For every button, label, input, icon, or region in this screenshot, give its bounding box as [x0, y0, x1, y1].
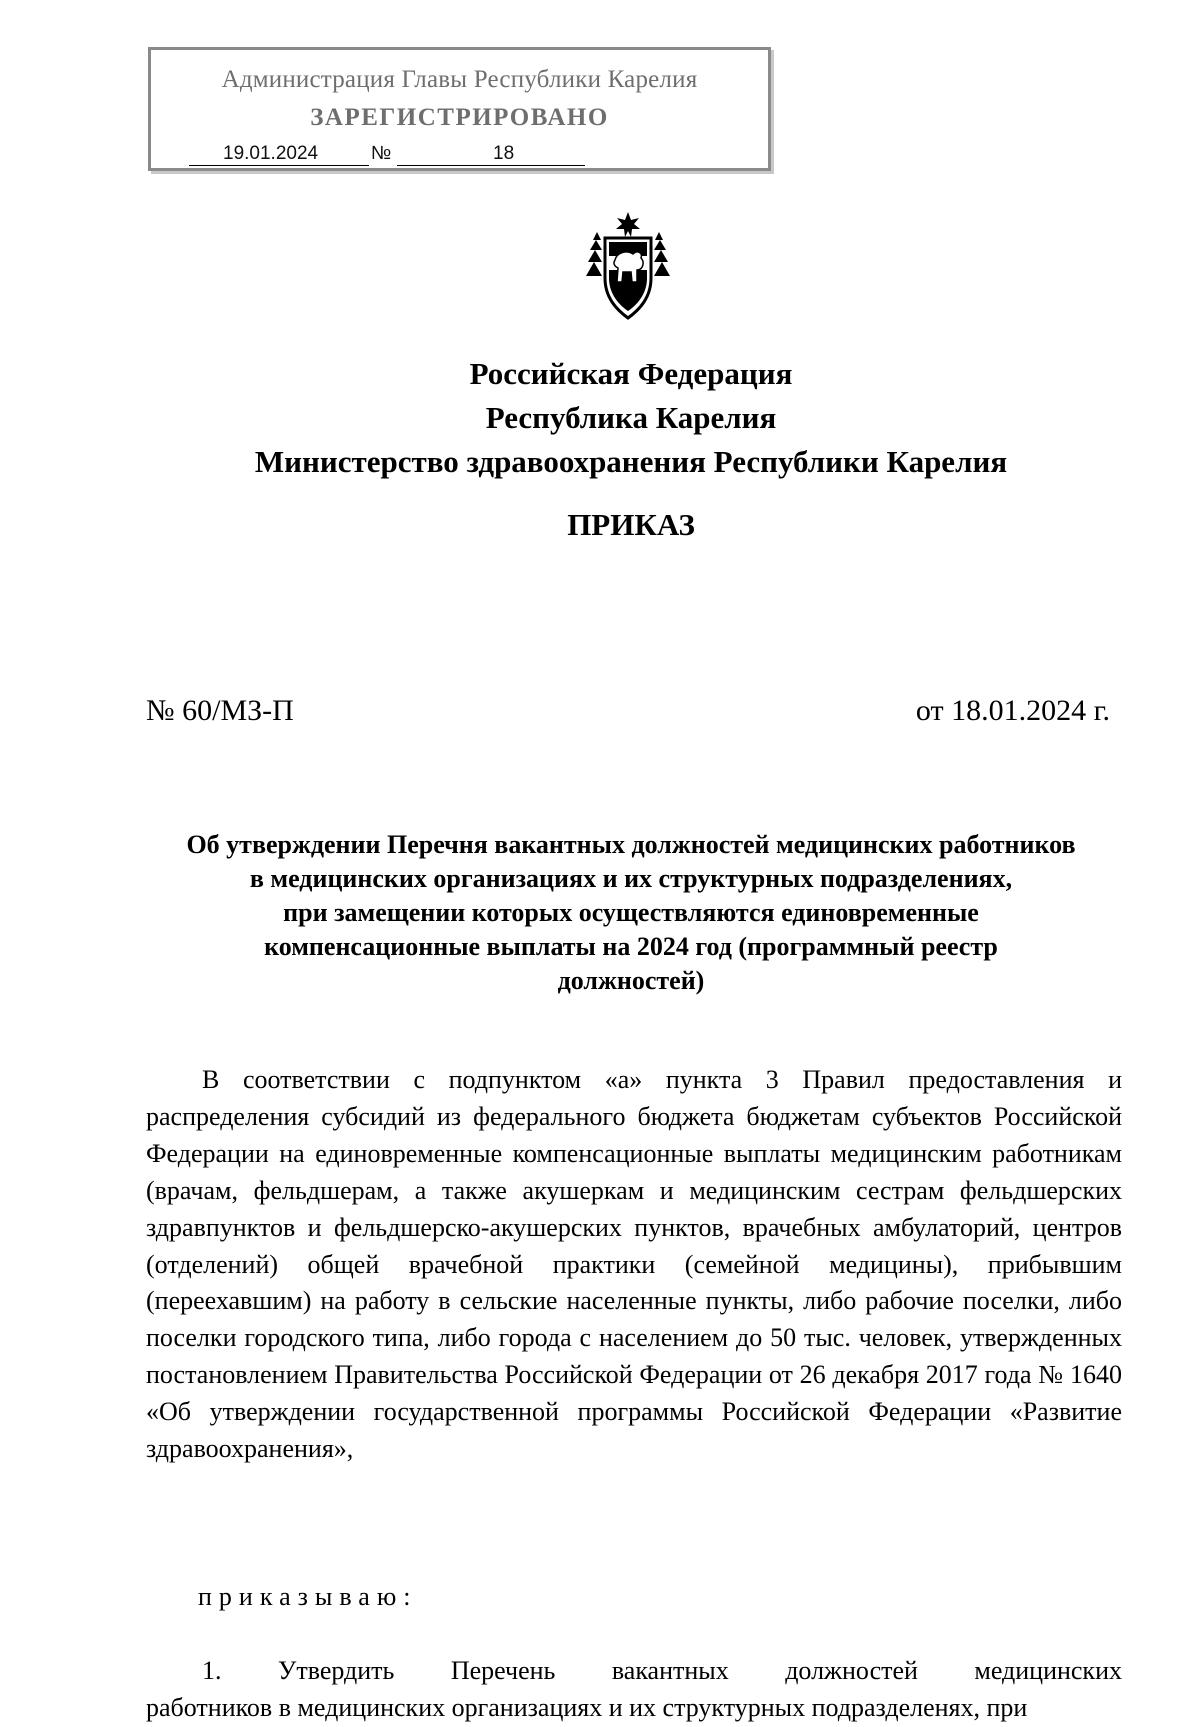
header-ministry: Министерство здравоохранения Республики Карелия — [254, 444, 1008, 479]
stamp-authority: Администрация Главы Республики Карелия — [221, 66, 698, 93]
header-country: Российская Федерация — [469, 356, 793, 391]
document-date: от 18.01.2024 г. — [915, 694, 1110, 727]
item-word: должностей — [785, 1656, 918, 1685]
registration-stamp — [148, 47, 771, 171]
document-type-title: ПРИКАЗ — [567, 507, 695, 542]
item-word: Перечень — [450, 1656, 556, 1685]
item-word: вакантных — [611, 1656, 729, 1685]
header-republic: Республика Карелия — [485, 400, 777, 435]
order-item-1-first-line — [146, 1653, 1122, 1690]
stamp-number: 18 — [397, 143, 585, 166]
subject-line: компенсационные выплаты на 2024 год (программный реестр — [264, 932, 998, 961]
subject-line: при замещении которых осуществляются единовременные — [283, 898, 979, 927]
stamp-number-sign: № — [371, 143, 392, 164]
stamp-registered: ЗАРЕГИСТРИРОВАНО — [310, 104, 609, 131]
stamp-date: 19.01.2024 — [189, 143, 369, 166]
coat-of-arms-icon — [583, 210, 673, 322]
item-word: медицинских — [974, 1656, 1122, 1685]
document-subject — [140, 828, 1122, 998]
subject-line: Об утверждении Перечня вакантных должностей медицинских работников — [186, 830, 1076, 859]
decree-word: приказываю: — [198, 1582, 418, 1611]
subject-line: в медицинских организациях и их структурных подразделениях, — [249, 864, 1013, 893]
subject-line: должностей) — [557, 966, 705, 995]
order-item-1 — [146, 1653, 1122, 1727]
preamble-paragraph: В соответствии с подпунктом «а» пункта 3 Правил предоставления и распределения субсидий из федерального бюджета бюджетам субъектов Российской Федерации на единовременные компенсационные выплаты медицинским работникам (врачам, фельдшерам, а также акушеркам и медицинским сестрам фельдшерских здравпунктов и фельдшерско-акушерских пунктов, врачебных амбулаторий, центров (отделений) общей врачебной практики (семейной медицины), прибывшим (переехавшим) на работу в сельские населенные пункты, либо рабочие поселки, либо поселки городского типа, либо города с населением до 50 тыс. человек, утвержденных постановлением Правительства Российской Федерации от 26 декабря 2017 года № 1640 «Об утверждении государственной программы Российской Федерации «Развитие здравоохранения», — [146, 1065, 1122, 1464]
document-number: № 60/МЗ-П — [146, 694, 294, 727]
item-word: Утвердить — [277, 1656, 395, 1685]
order-item-1-second-line: работников в медицинских организациях и их структурных подразделенях, при — [146, 1692, 1028, 1722]
item-number: 1. — [202, 1656, 222, 1685]
